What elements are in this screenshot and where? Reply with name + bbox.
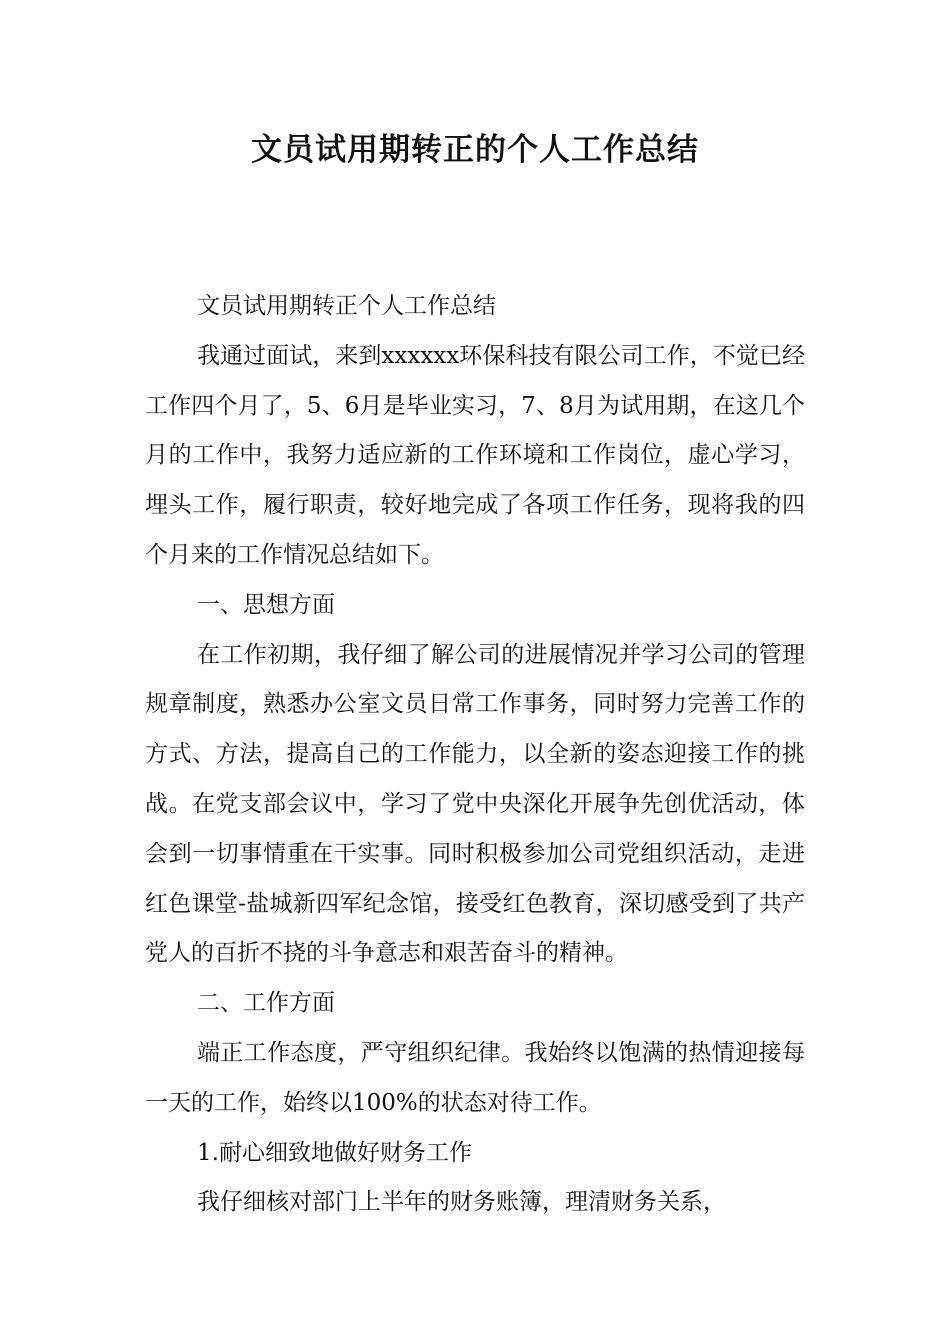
intro-paragraph: 我通过面试，来到xxxxxx环保科技有限公司工作，不觉已经工作四个月了，5、6月是毕业实习，7、8月为试用期，在这几个月的工作中，我努力适应新的工作环境和工作岗位，虚心学习，埋头工作，履行职责，较好地完成了各项工作任务，现将我的四个月来的工作情况总结如下。 xyxy=(145,342,805,568)
subtitle-paragraph: 文员试用期转正个人工作总结 xyxy=(197,293,496,319)
section-heading-work: 二、工作方面 xyxy=(197,990,335,1017)
thought-paragraph: 在工作初期，我仔细了解公司的进展情况并学习公司的管理规章制度，熟悉办公室文员日常工作事务，同时努力完善工作的方式、方法，提高自己的工作能力，以全新的姿态迎接工作的挑战。在党支部会议中，学习了党中央深化开展争先创优活动，体会到一切事情重在干实事。同时积极参加公司党组织活动，走进红色课堂-盐城新四军纪念馆，接受红色教育，深切感受到了共产党人的百折不挠的斗争意志和艰苦奋斗的精神。 xyxy=(145,641,805,967)
subsection-heading-finance: 1.耐心细致地做好财务工作 xyxy=(197,1139,472,1166)
document-body xyxy=(145,282,805,1228)
section-heading-thought: 一、思想方面 xyxy=(197,591,335,618)
document-title: 文员试用期转正的个人工作总结 xyxy=(251,132,699,168)
work-attitude-paragraph: 端正工作态度，严守组织纪律。我始终以饱满的热情迎接每一天的工作，始终以100%的状态对待工作。 xyxy=(145,1039,805,1116)
document-page xyxy=(145,118,805,1228)
finance-paragraph: 我仔细核对部门上半年的财务账簿，理清财务关系， xyxy=(197,1189,726,1216)
